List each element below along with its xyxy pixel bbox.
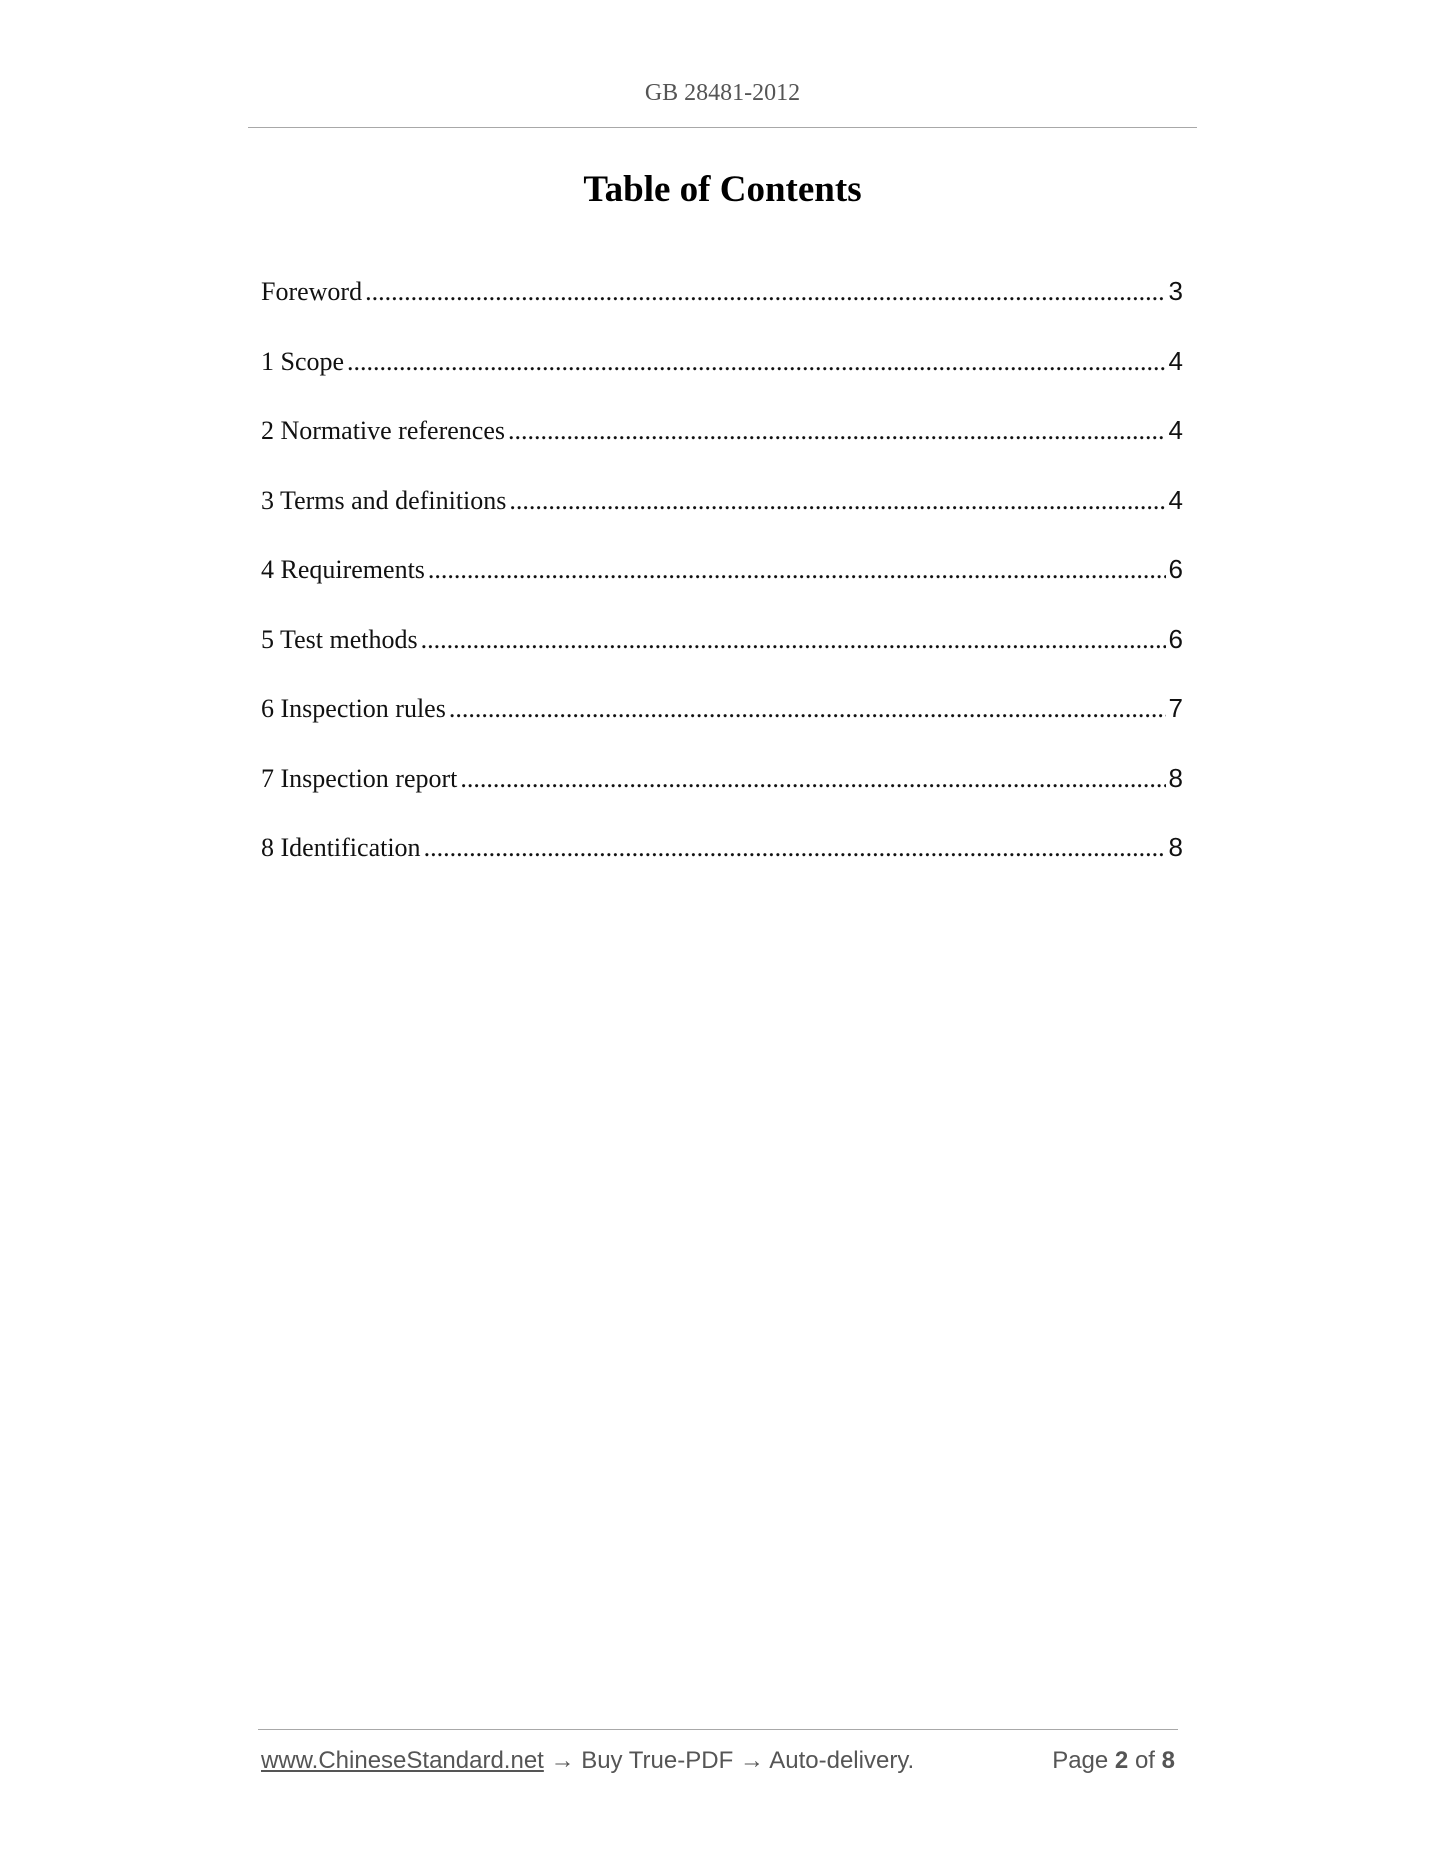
toc-entry-page: 6 [1168, 623, 1183, 654]
toc-entry-identification[interactable] [261, 832, 1183, 902]
toc-entry-page: 4 [1168, 345, 1183, 376]
current-page-number: 2 [1114, 1747, 1129, 1774]
toc-entry-page: 8 [1168, 762, 1183, 793]
toc-entry-label: 4 Requirements [261, 555, 425, 584]
toc-entry-label: 1 Scope [261, 346, 345, 376]
arrow-right-icon: → [550, 1747, 575, 1774]
footer-divider [258, 1729, 1178, 1730]
toc-entry-page: 4 [1168, 415, 1183, 445]
toc-entry-page: 6 [1168, 554, 1183, 584]
toc-entry-page: 4 [1168, 484, 1183, 515]
table-of-contents [261, 276, 1183, 902]
toc-entry-label: 3 Terms and definitions [261, 485, 507, 515]
website-link[interactable]: www.ChineseStandard.net [261, 1747, 544, 1774]
toc-entry-requirements[interactable] [261, 554, 1183, 624]
page-footer [261, 1747, 1181, 1779]
toc-dot-leader [424, 833, 1166, 863]
toc-entry-label: 8 Identification [261, 833, 421, 862]
header-divider [248, 127, 1197, 128]
toc-entry-label: 5 Test methods [261, 624, 418, 654]
toc-entry-label: Foreword [261, 277, 363, 306]
toc-dot-leader [449, 694, 1166, 724]
toc-dot-leader [347, 347, 1165, 377]
toc-entry-normative-references[interactable] [261, 415, 1183, 485]
toc-dot-leader [460, 764, 1165, 794]
toc-entry-label: 6 Inspection rules [261, 694, 446, 723]
toc-dot-leader [365, 277, 1165, 307]
toc-dot-leader [509, 486, 1165, 516]
toc-entry-page: 7 [1168, 693, 1183, 723]
toc-entry-page: 8 [1168, 832, 1183, 862]
total-pages-number: 8 [1161, 1747, 1175, 1774]
toc-entry-page: 3 [1168, 276, 1183, 306]
buy-true-pdf-text: Buy True-PDF [581, 1747, 734, 1774]
toc-dot-leader [428, 555, 1166, 585]
toc-entry-inspection-report[interactable] [261, 763, 1183, 833]
page-number-indicator [1052, 1747, 1175, 1775]
document-code-header: GB 28481-2012 [644, 80, 801, 106]
toc-entry-inspection-rules[interactable] [261, 693, 1183, 763]
footer-promo [261, 1747, 914, 1775]
toc-entry-scope[interactable] [261, 346, 1183, 416]
toc-entry-terms-and-definitions[interactable] [261, 485, 1183, 555]
toc-dot-leader [421, 625, 1166, 655]
auto-delivery-text: Auto-delivery. [769, 1747, 915, 1774]
toc-entry-foreword[interactable] [261, 276, 1183, 346]
toc-entry-label: 7 Inspection report [261, 763, 458, 793]
arrow-right-icon: → [739, 1747, 764, 1774]
page-title: Table of Contents [583, 169, 862, 210]
toc-entry-test-methods[interactable] [261, 624, 1183, 694]
page-word: Page [1052, 1747, 1109, 1774]
toc-dot-leader [508, 416, 1166, 446]
toc-entry-label: 2 Normative references [261, 416, 505, 445]
of-word: of [1134, 1747, 1155, 1774]
